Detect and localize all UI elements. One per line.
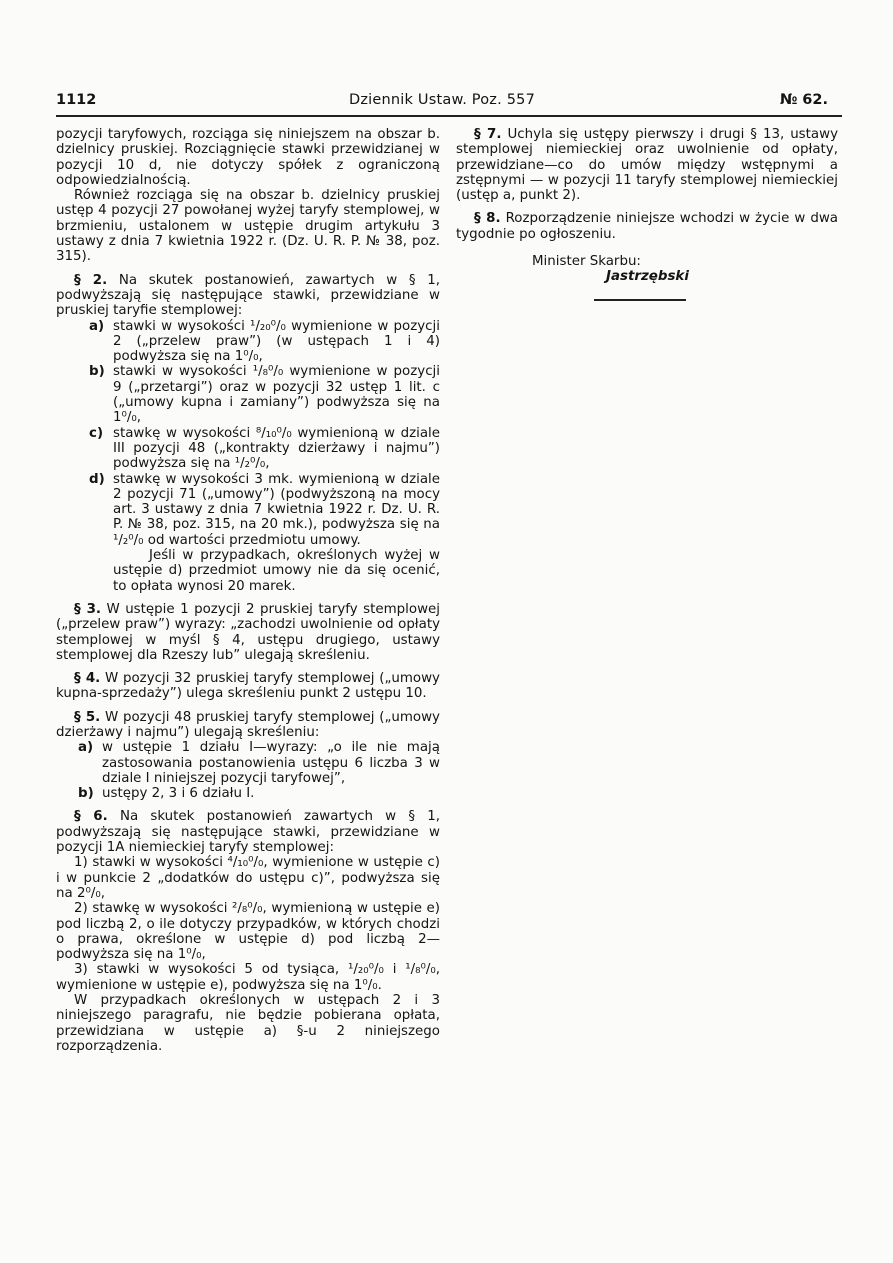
section-mark: § 7. [474, 127, 502, 142]
right-column [456, 127, 838, 301]
section-text: Na skutek postanowień, zawartych w § 1, podwyższają się następujące stawki, przewidziane w pruskiej taryfie stemplowej: [56, 272, 440, 319]
section-3 [56, 602, 440, 663]
section-text: Uchyla się ustępy pierwszy i drugi § 13, ustawy stemplowej niemieckiej oraz uwolnienie od opłaty, przewidziane—co do umów między wstępnymi a zstępnymi — w pozycji 11 taryfy stemplowej niemieckiej (ustęp a, punkt 2). [456, 127, 838, 204]
list-item: b) ustępy 2, 3 i 6 działu I. [78, 786, 255, 802]
section-text: W pozycji 32 pruskiej taryfy stemplowej („umowy kupna-sprzedaży”) ulega skreśleniu punkt 2 ustępu 10. [56, 671, 440, 702]
closing-rule [594, 299, 686, 301]
section-2-note: Jeśli w przypadkach, określonych wyżej w ustępie d) przedmiot umowy nie da się ocenić, to opłata wynosi 20 marek. [113, 548, 440, 594]
section-4 [56, 671, 440, 702]
section-mark: § 2. [74, 272, 108, 288]
left-column [56, 127, 440, 1054]
section-6-point-3: 3) stawki w wysokości 5 od tysiąca, ¹/₂₀⁰/₀ i ¹/₈⁰/₀, wymienione w ustępie e), podwyższa się na 1⁰/₀. [56, 962, 440, 993]
section-8 [456, 211, 838, 242]
section-6-point-2: 2) stawkę w wysokości ²/₈⁰/₀, wymienioną w ustępie e) pod liczbą 2, o ile dotyczy przypadków, w których chodzi o prawa, określone w ustępie d) pod liczbą 2—podwyższa się na 1⁰/₀, [56, 901, 440, 963]
list-item: d) stawkę w wysokości 3 mk. wymienioną w dziale 2 pozycji 71 („umowy”) (podwyższoną na mocy art. 3 ustawy z dnia 7 kwietnia 1922 r. Dz. U. R. P. № 38, poz. 315, na 20 mk.), podwyższa się na ¹/₂⁰/₀ od wartości przedmiotu umowy. Jeśli w przypadkach, określonych wyżej w ustępie d) przedmiot umowy nie da się ocenić, to opłata wynosi 20 marek. [89, 471, 440, 594]
paragraph-extension: Również rozciąga się na obszar b. dzielnicy pruskiej ustęp 4 pozycji 27 powołanej wyżej taryfy stemplowej, w brzmieniu, ustalonem w ustępie drugim artykułu 3 ustawy z dnia 7 kwietnia 1922 r. (Dz. U. R. P. № 38, poz. 315). [56, 188, 440, 265]
header-rule [56, 115, 842, 117]
section-text: Rozporządzenie niniejsze wchodzi w życie w dwa tygodnie po ogłoszeniu. [456, 211, 838, 242]
section-mark: § 6. [74, 809, 108, 825]
section-mark: § 5. [74, 709, 101, 725]
signature-role: Minister Skarbu: [532, 254, 641, 270]
section-text: W pozycji 48 pruskiej taryfy stemplowej („umowy dzierżawy i najmu”) ulegają skreśleniu: [56, 709, 440, 740]
section-6-closing: W przypadkach określonych w ustępach 2 i 3 niniejszego paragrafu, nie będzie pobierana opłata, przewidziana w ustępie a) §-u 2 niniejszego rozporządzenia. [56, 993, 440, 1054]
page-number: 1112 [56, 92, 97, 108]
page-header [56, 92, 828, 114]
section-5 [56, 710, 440, 741]
list-item: b) stawki w wysokości ¹/₈⁰/₀ wymienione w pozycji 9 („przetargi”) oraz w pozycji 32 ustęp 1 lit. c („umowy kupna i zamiany”) podwyższa się na 1⁰/₀, [89, 364, 440, 426]
section-7 [456, 127, 838, 203]
section-text: W ustępie 1 pozycji 2 pruskiej taryfy stemplowej („przelew praw”) wyrazy: „zachodzi uwolnienie od opłaty stemplowej w myśl § 4, ustępu drugiego, ustawy stemplowej dla Rzeszy lub” ulegają skreśleniu. [56, 601, 440, 663]
section-mark: § 3. [74, 601, 101, 617]
journal-title: Dziennik Ustaw. Poz. 557 [348, 92, 536, 108]
section-2 [56, 273, 440, 319]
signature-block [456, 254, 838, 285]
list-item: a) w ustępie 1 działu I—wyrazy: „o ile nie mają zastosowania postanowienia ustępu 6 liczba 3 w dziale I niniejszej pozycji taryfowej”, [78, 740, 440, 786]
signature-name: Jastrzębski [606, 269, 689, 285]
paragraph-continuation: pozycji taryfowych, rozciąga się niniejszem na obszar b. dzielnicy pruskiej. Rozciągnięcie stawki przewidzianej w pozycji 10 d, nie dotyczy spółek z ograniczoną odpowiedzialnością. [56, 127, 440, 188]
list-item: c) stawkę w wysokości ⁸/₁₀⁰/₀ wymienioną w dziale III pozycji 48 („kontrakty dzierżawy i najmu”) podwyższa się na ¹/₂⁰/₀, [89, 425, 440, 472]
section-6 [56, 809, 440, 855]
section-mark: § 8. [474, 211, 501, 227]
section-mark: § 4. [74, 671, 101, 687]
issue-number: № 62. [779, 92, 828, 108]
section-text: Na skutek postanowień zawartych w § 1, podwyższają się następujące stawki, przewidziane w pozycji 1A niemieckiej taryfy stemplowej: [56, 809, 441, 856]
section-6-point-1: 1) stawki w wysokości ⁴/₁₀⁰/₀, wymienione w ustępie c) i w punkcie 2 „dodatków do ustępu c)”, podwyższa się na 2⁰/₀, [56, 855, 440, 901]
list-item: a) stawki w wysokości ¹/₂₀⁰/₀ wymienione w pozycji 2 („przelew praw”) (w ustępach 1 i 4) podwyższa się na 1⁰/₀, [89, 318, 440, 365]
